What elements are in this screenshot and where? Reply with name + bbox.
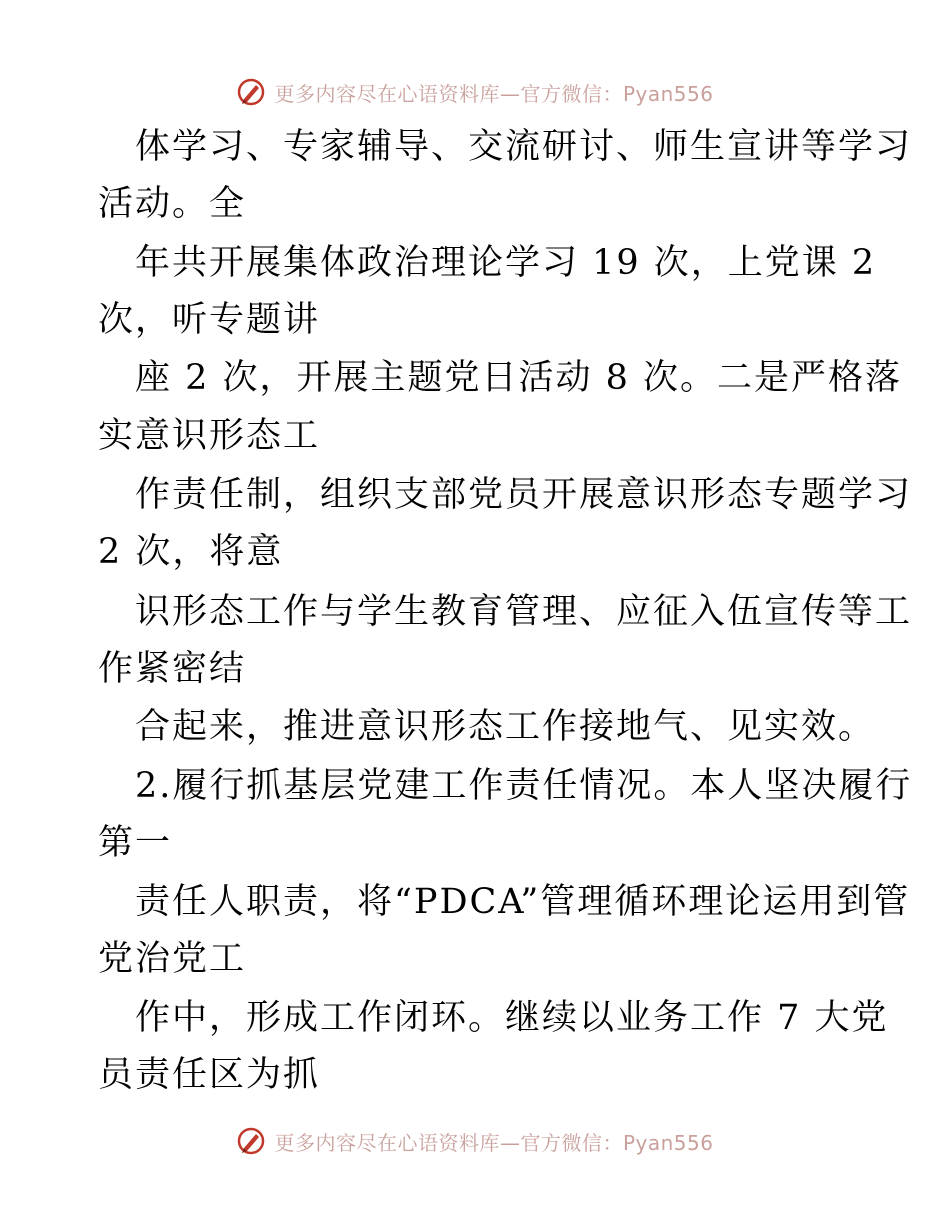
body-line: 体学习、专家辅导、交流研讨、师生宣讲等学习 <box>135 127 913 167</box>
body-line: 作责任制，组织支部党员开展意识形态专题学习 <box>135 475 913 515</box>
body-line: 第一 <box>98 823 173 863</box>
header-watermark-text: 更多内容尽在心语资料库—官方微信：Pyan556 <box>274 81 714 106</box>
footer-banner <box>0 1121 950 1161</box>
body-line: 年共开展集体政治理论学习 19 次，上党课 2 <box>135 243 877 283</box>
footer-watermark-text: 更多内容尽在心语资料库—官方微信：Pyan556 <box>274 1130 714 1155</box>
body-line: 党治党工 <box>98 939 247 979</box>
body-line: 座 2 次，开展主题党日活动 8 次。二是严格落 <box>135 358 903 398</box>
body-line: 员责任区为抓 <box>98 1055 321 1095</box>
body-line: 实意识形态工 <box>98 416 321 456</box>
body-line: 活动。全 <box>98 184 247 224</box>
body-line: 作中，形成工作闭环。继续以业务工作 7 大党 <box>135 998 889 1038</box>
body-line: 合起来，推进意识形态工作接地气、见实效。 <box>135 707 876 747</box>
body-line: 次，听专题讲 <box>98 300 321 340</box>
body-line: 2.履行抓基层党建工作责任情况。本人坚决履行 <box>135 766 913 806</box>
body-line: 作紧密结 <box>98 649 247 689</box>
pen-logo-icon <box>236 1126 266 1156</box>
body-line: 责任人职责，将“PDCA”管理循环理论运用到管 <box>135 882 911 922</box>
body-line: 2 次，将意 <box>98 532 284 572</box>
body-line: 识形态工作与学生教育管理、应征入伍宣传等工 <box>135 592 913 632</box>
